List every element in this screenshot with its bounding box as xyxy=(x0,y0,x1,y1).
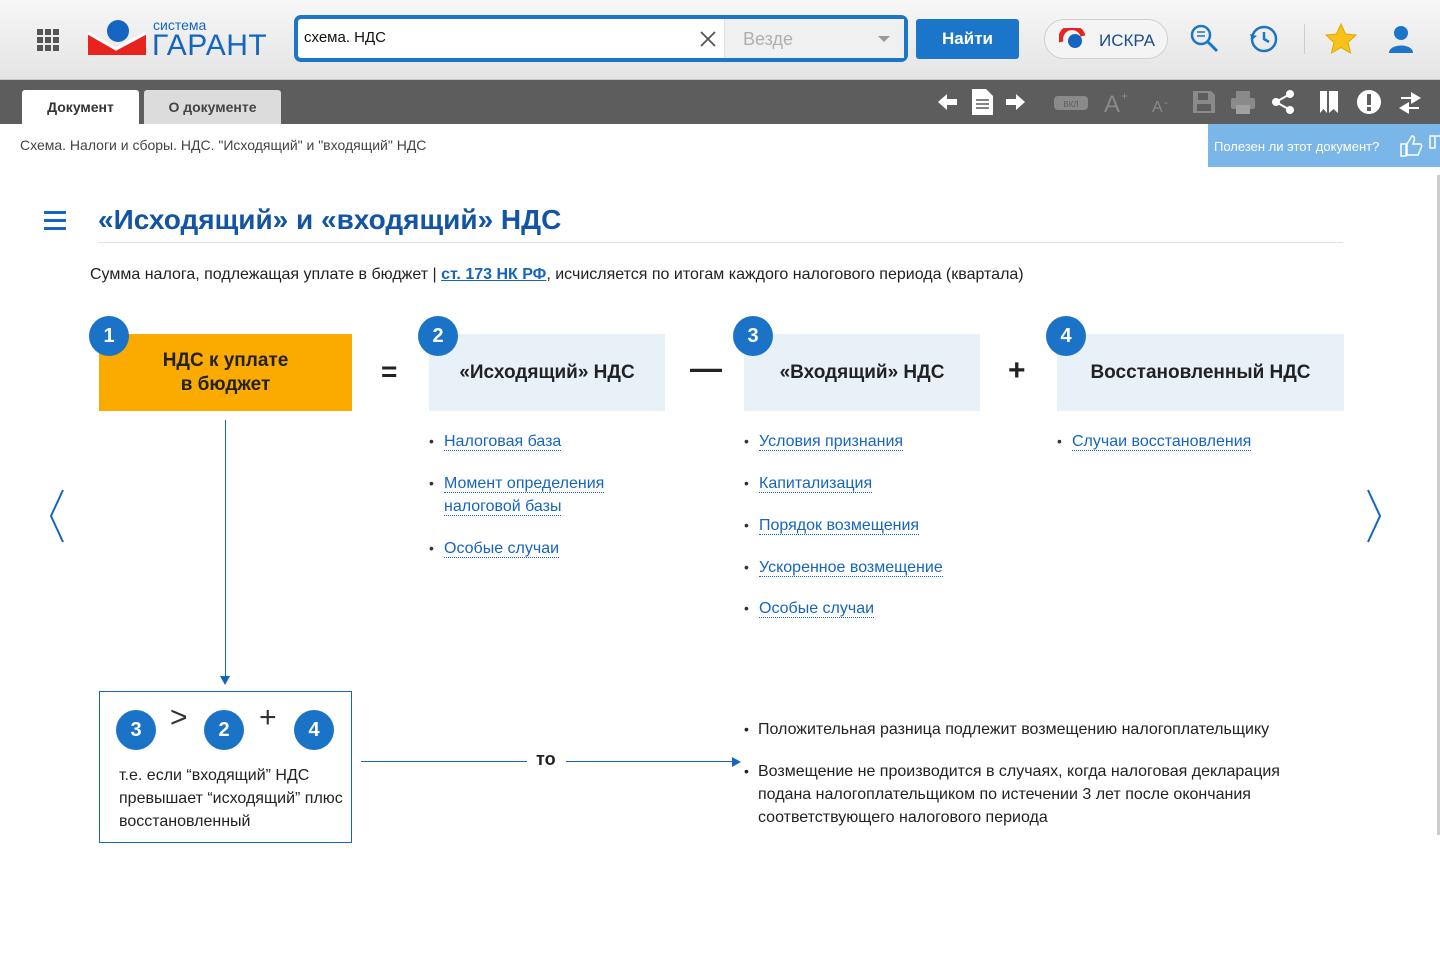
thumbs-up-icon[interactable] xyxy=(1398,134,1424,158)
svg-text:+: + xyxy=(1121,89,1129,103)
apps-grid-icon[interactable] xyxy=(37,29,59,51)
toggle-vkl-icon[interactable] xyxy=(1052,88,1090,116)
list-item xyxy=(744,472,943,495)
list-item xyxy=(744,514,943,537)
list-item xyxy=(429,472,629,518)
swap-arrows-icon[interactable] xyxy=(1395,88,1425,116)
search-input[interactable] xyxy=(304,29,684,46)
list-item xyxy=(744,556,943,579)
outgoing-vat-box xyxy=(429,334,665,411)
search-box xyxy=(294,15,908,62)
tab-about-document[interactable]: О документе xyxy=(144,90,281,124)
logo-title: ГАРАНТ xyxy=(152,29,268,62)
link-special-cases[interactable]: Особые случаи xyxy=(444,540,560,557)
down-arrow-line xyxy=(225,420,226,678)
list-item xyxy=(744,597,943,620)
incoming-vat-box xyxy=(744,334,980,411)
condition-box xyxy=(99,691,352,843)
search-scope-value: Везде xyxy=(743,29,793,49)
list-item: • Возмещение не производится в случаях, когда налоговая декларация подана налогоплательщиком по истечении 3 лет после окончания соответствующего налогового периода xyxy=(744,760,1324,829)
list-item: • Положительная разница подлежит возмещению налогоплательщику xyxy=(744,718,1324,741)
top-bar xyxy=(0,0,1440,80)
search-scope-select[interactable] xyxy=(724,19,904,58)
arrow-right-icon[interactable] xyxy=(1000,88,1030,116)
info-alert-icon[interactable] xyxy=(1354,88,1384,116)
intro-text xyxy=(90,266,1024,284)
bookmark-icon[interactable] xyxy=(1314,88,1344,116)
document-menu-icon[interactable] xyxy=(44,211,66,231)
list-item xyxy=(429,430,629,453)
result-list xyxy=(744,718,1324,848)
link-recognition-conditions[interactable]: Условия признания xyxy=(759,433,904,450)
tab-document[interactable]: Документ xyxy=(22,90,139,124)
vat-payable-line2: в бюджет xyxy=(180,373,271,395)
list-item xyxy=(1057,430,1251,453)
vat-payable-line1: НДС к уплате xyxy=(162,349,289,371)
arrow-right-icon xyxy=(732,757,741,767)
arrow-down-icon xyxy=(220,676,230,685)
garant-emblem-icon xyxy=(86,19,150,63)
restored-vat-links xyxy=(1057,430,1251,453)
breadcrumb: Схема. Налоги и сборы. НДС. "Исходящий" и "входящий" НДС xyxy=(20,137,427,153)
greater-than-symbol: > xyxy=(170,701,188,734)
iskra-icon xyxy=(1059,28,1085,50)
equals-operator: = xyxy=(381,356,398,387)
iskra-button[interactable] xyxy=(1044,19,1168,59)
plus-symbol: + xyxy=(259,701,277,734)
step-number-badge: 4 xyxy=(1046,316,1086,356)
intro-text-after: , исчисляется по итогам каждого налогового периода (квартала) xyxy=(546,266,1024,283)
link-tax-base[interactable]: Налоговая база xyxy=(444,433,562,450)
svg-text:A: A xyxy=(1152,99,1163,116)
feedback-question: Полезен ли этот документ? xyxy=(1214,139,1380,154)
list-item xyxy=(429,537,629,560)
then-arrow-line xyxy=(361,761,527,762)
condition-badge: 4 xyxy=(294,710,334,750)
find-button[interactable]: Найти xyxy=(916,19,1019,59)
outgoing-vat-links xyxy=(429,430,629,560)
condition-badge: 2 xyxy=(204,710,244,750)
condition-badge: 3 xyxy=(116,710,156,750)
favorites-star-icon[interactable] xyxy=(1324,22,1358,56)
link-tax-base-moment[interactable]: Момент определения налоговой базы xyxy=(444,475,605,515)
link-accelerated-refund[interactable]: Ускоренное возмещение xyxy=(759,559,943,576)
font-decrease-icon[interactable] xyxy=(1148,88,1178,116)
thumbs-down-icon[interactable] xyxy=(1428,134,1440,158)
list-item xyxy=(744,430,943,453)
document-toolbar xyxy=(0,80,1440,124)
incoming-vat-links xyxy=(744,430,943,620)
then-label: то xyxy=(536,749,556,769)
step-number-badge: 3 xyxy=(733,316,773,356)
search-document-icon[interactable] xyxy=(1188,22,1222,56)
incoming-vat-label: «Входящий» НДС xyxy=(779,361,945,383)
chevron-down-icon xyxy=(878,36,890,42)
svg-text:ВКЛ: ВКЛ xyxy=(1063,100,1079,109)
page-title: «Исходящий» и «входящий» НДС xyxy=(98,204,562,235)
share-icon[interactable] xyxy=(1268,88,1298,116)
vat-payable-box xyxy=(99,334,352,411)
logo-subtitle: система xyxy=(153,17,207,33)
link-special-cases[interactable]: Особые случаи xyxy=(759,600,875,617)
restored-vat-box xyxy=(1057,334,1344,411)
step-number-badge: 2 xyxy=(418,316,458,356)
document-page-icon[interactable] xyxy=(967,88,997,116)
arrow-left-icon[interactable] xyxy=(933,88,963,116)
iskra-label: ИСКРА xyxy=(1099,31,1155,50)
article-173-link[interactable]: ст. 173 НК РФ xyxy=(441,266,547,283)
minus-operator: — xyxy=(690,350,722,386)
svg-text:A: A xyxy=(1104,91,1121,116)
previous-slide-icon[interactable] xyxy=(47,488,67,544)
link-refund-procedure[interactable]: Порядок возмещения xyxy=(759,517,920,534)
link-restoration-cases[interactable]: Случаи восстановления xyxy=(1072,433,1252,450)
restored-vat-label: Восстановленный НДС xyxy=(1090,361,1311,383)
history-icon[interactable] xyxy=(1247,22,1281,56)
feedback-panel xyxy=(1208,124,1440,167)
user-profile-icon[interactable] xyxy=(1384,22,1418,56)
font-increase-icon[interactable] xyxy=(1102,88,1132,116)
next-slide-icon[interactable] xyxy=(1364,488,1384,544)
title-divider xyxy=(98,242,1343,243)
then-arrow-line xyxy=(566,761,734,762)
intro-text-before: Сумма налога, подлежащая уплате в бюджет | xyxy=(90,266,442,283)
step-number-badge: 1 xyxy=(89,316,129,356)
save-icon[interactable] xyxy=(1189,88,1219,116)
link-capitalization[interactable]: Капитализация xyxy=(759,475,873,492)
outgoing-vat-label: «Исходящий» НДС xyxy=(459,361,635,383)
plus-operator: + xyxy=(1008,354,1026,387)
svg-text:-: - xyxy=(1164,95,1168,109)
toolbar-divider xyxy=(1304,24,1305,54)
clear-search-icon[interactable] xyxy=(696,27,720,51)
garant-logo[interactable] xyxy=(86,17,271,63)
print-icon[interactable] xyxy=(1228,88,1258,116)
condition-text: т.е. если “входящий” НДС превышает “исходящий” плюс восстановленный xyxy=(119,767,343,830)
